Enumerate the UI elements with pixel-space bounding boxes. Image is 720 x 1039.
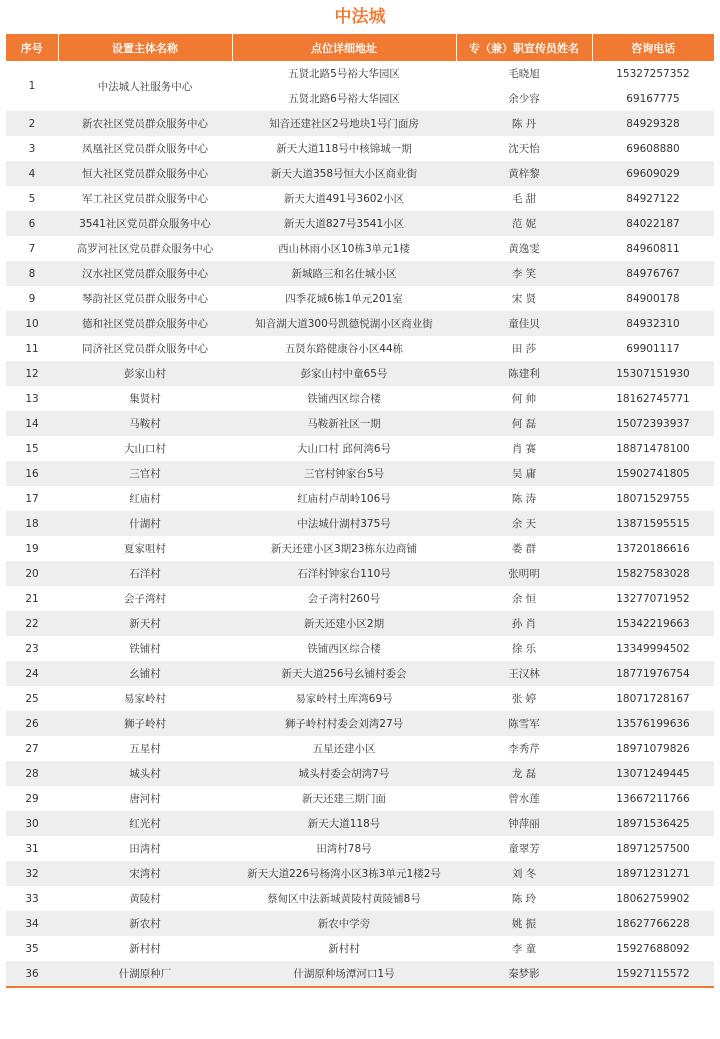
table-row <box>6 211 714 236</box>
table-row <box>6 886 714 911</box>
cell-no: 23 <box>25 642 39 655</box>
cell-person: 童佳贝 <box>456 311 592 336</box>
table-row <box>6 536 714 561</box>
cell-name: 什湖原种厂 <box>58 961 232 986</box>
cell-person: 范 妮 <box>456 211 592 236</box>
cell-phone: 18627766228 <box>592 911 714 936</box>
cell-person: 张 婷 <box>511 693 537 705</box>
cell-phone: 18871478100 <box>616 442 690 455</box>
cell-person: 毛晓旭 <box>508 68 540 80</box>
cell-phone: 15827583028 <box>592 561 714 586</box>
cell-no: 8 <box>6 261 58 286</box>
cell-address: 新天大道256号幺铺村委会 <box>232 661 456 686</box>
cell-no: 9 <box>28 292 36 305</box>
cell-phone: 18971536425 <box>592 811 714 836</box>
table-row <box>6 411 714 436</box>
cell-no: 33 <box>25 892 39 905</box>
cell-name: 新天村 <box>58 611 232 636</box>
table-row <box>6 711 714 736</box>
cell-name: 红庙村 <box>129 493 161 505</box>
table-row <box>6 111 714 136</box>
cell-name: 汉水社区党员群众服务中心 <box>58 261 232 286</box>
cell-person: 钟萍丽 <box>456 811 592 836</box>
table-row <box>6 61 714 86</box>
table-row <box>6 936 714 961</box>
cell-address: 田湾村78号 <box>316 843 372 855</box>
cell-address: 新天大道226号杨湾小区3栋3单元1楼2号 <box>232 861 456 886</box>
cell-person: 黄逸雯 <box>508 243 540 255</box>
cell-no: 35 <box>25 942 39 955</box>
cell-person: 黄梓黎 <box>456 161 592 186</box>
cell-phone: 18071728167 <box>616 692 690 705</box>
cell-person: 童翠芳 <box>508 843 540 855</box>
table-row <box>6 186 714 211</box>
cell-person: 李 笑 <box>456 261 592 286</box>
cell-no: 14 <box>6 411 58 436</box>
cell-phone: 18062759902 <box>616 892 690 905</box>
cell-no: 17 <box>25 492 39 505</box>
cell-address: 什湖原种场潭河口1号 <box>232 961 456 986</box>
service-points-table <box>6 34 714 986</box>
cell-no: 28 <box>6 761 58 786</box>
cell-address: 三官村钟家台5号 <box>232 461 456 486</box>
table-header-row <box>6 34 714 61</box>
cell-person: 余 天 <box>456 511 592 536</box>
cell-address: 石洋村钟家台110号 <box>232 561 456 586</box>
cell-no: 36 <box>6 961 58 986</box>
cell-phone: 84900178 <box>626 292 680 305</box>
cell-address: 新天还建小区3期23栋东边商铺 <box>270 543 418 555</box>
table-row <box>6 261 714 286</box>
cell-person: 张明明 <box>456 561 592 586</box>
cell-phone: 84976767 <box>592 261 714 286</box>
cell-name: 夏家咀村 <box>124 543 166 555</box>
cell-address: 蔡甸区中法新城黄陵村黄陵铺8号 <box>267 893 421 905</box>
cell-phone: 69901117 <box>626 342 680 355</box>
cell-phone: 18971257500 <box>616 842 690 855</box>
cell-no: 11 <box>25 342 39 355</box>
cell-name: 城头村 <box>58 761 232 786</box>
cell-address: 铁铺西区综合楼 <box>307 393 381 405</box>
cell-address: 新城路三和名仕城小区 <box>232 261 456 286</box>
cell-name: 大山口村 <box>124 443 166 455</box>
cell-name: 马鞍村 <box>58 411 232 436</box>
cell-no: 3 <box>28 142 36 155</box>
cell-address: 会子湾村260号 <box>307 593 381 605</box>
header-no: 序号 <box>6 34 58 61</box>
table-row <box>6 661 714 686</box>
cell-phone: 13277071952 <box>616 592 690 605</box>
cell-no: 7 <box>28 242 36 255</box>
cell-no: 2 <box>6 111 58 136</box>
cell-phone: 13667211766 <box>616 792 690 805</box>
cell-phone: 13071249445 <box>592 761 714 786</box>
table-row <box>6 486 714 511</box>
cell-person: 陈 涛 <box>511 493 537 505</box>
cell-phone: 69167775 <box>626 92 680 105</box>
cell-name: 五星村 <box>129 743 161 755</box>
cell-name: 会子湾村 <box>124 593 166 605</box>
cell-address: 彭家山村中童65号 <box>232 361 456 386</box>
header-person: 专（兼）职宣传员姓名 <box>456 34 592 61</box>
table-row <box>6 161 714 186</box>
cell-person: 肖 赛 <box>511 443 537 455</box>
cell-phone: 15927688092 <box>616 942 690 955</box>
cell-name: 田湾村 <box>129 843 161 855</box>
cell-address: 新天还建三期门面 <box>302 793 386 805</box>
cell-name: 三官村 <box>58 461 232 486</box>
cell-person: 李秀芹 <box>508 743 540 755</box>
cell-no: 4 <box>6 161 58 186</box>
cell-name: 新村村 <box>129 943 161 955</box>
table-row <box>6 311 714 336</box>
cell-person: 余少容 <box>508 93 540 105</box>
cell-address: 新村村 <box>328 943 360 955</box>
cell-person: 何 帅 <box>511 393 537 405</box>
cell-phone: 15307151930 <box>592 361 714 386</box>
header-name: 设置主体名称 <box>58 34 232 61</box>
cell-name: 集贤村 <box>129 393 161 405</box>
cell-address: 新天大道118号 <box>232 811 456 836</box>
table-row <box>6 286 714 311</box>
cell-address: 马鞍新社区一期 <box>232 411 456 436</box>
cell-address: 新农中学旁 <box>232 911 456 936</box>
cell-person: 秦梦影 <box>456 961 592 986</box>
cell-name: 中法城人社服务中心 <box>97 80 193 93</box>
cell-phone: 13720186616 <box>616 542 690 555</box>
cell-name: 琴韵社区党员群众服务中心 <box>82 293 208 305</box>
table-row <box>6 611 714 636</box>
cell-no: 30 <box>6 811 58 836</box>
cell-address: 红庙村卢胡岭106号 <box>297 493 391 505</box>
cell-phone: 18162745771 <box>616 392 690 405</box>
cell-person: 陈 玲 <box>511 893 537 905</box>
cell-address: 五星还建小区 <box>312 743 376 755</box>
cell-name: 易家岭村 <box>124 693 166 705</box>
cell-address: 新天大道491号3602小区 <box>283 193 405 205</box>
cell-person: 龙 磊 <box>456 761 592 786</box>
page-title: 中法城 <box>334 7 386 27</box>
cell-phone: 84927122 <box>626 192 680 205</box>
cell-no: 31 <box>25 842 39 855</box>
cell-phone: 15327257352 <box>616 67 690 80</box>
header-phone: 咨询电话 <box>592 34 714 61</box>
table-row <box>6 786 714 811</box>
table-row <box>6 561 714 586</box>
cell-address: 知音湖大道300号凯德悦湖小区商业街 <box>232 311 456 336</box>
cell-no: 18 <box>6 511 58 536</box>
cell-no: 26 <box>6 711 58 736</box>
cell-address: 四季花城6栋1单元201室 <box>285 293 403 305</box>
table-row <box>6 686 714 711</box>
table-row <box>6 336 714 361</box>
table-row <box>6 961 714 986</box>
header-address: 点位详细地址 <box>232 34 456 61</box>
cell-phone: 84932310 <box>592 311 714 336</box>
cell-phone: 69608880 <box>626 142 680 155</box>
cell-phone: 84960811 <box>626 242 680 255</box>
table-row <box>6 511 714 536</box>
cell-no: 19 <box>25 542 39 555</box>
cell-name: 彭家山村 <box>58 361 232 386</box>
cell-address: 铁铺西区综合楼 <box>307 643 381 655</box>
cell-name: 铁铺村 <box>129 643 161 655</box>
cell-no: 16 <box>6 461 58 486</box>
cell-phone: 13349994502 <box>616 642 690 655</box>
cell-name: 黄陵村 <box>129 893 161 905</box>
cell-person: 毛 甜 <box>511 193 537 205</box>
table-row <box>6 236 714 261</box>
cell-person: 王汉林 <box>456 661 592 686</box>
cell-name: 德和社区党员群众服务中心 <box>58 311 232 336</box>
cell-phone: 18771976754 <box>592 661 714 686</box>
cell-name: 红光村 <box>58 811 232 836</box>
cell-person: 余 恒 <box>511 593 537 605</box>
cell-phone: 69609029 <box>592 161 714 186</box>
cell-phone: 84929328 <box>592 111 714 136</box>
cell-no: 5 <box>28 192 36 205</box>
table-row <box>6 436 714 461</box>
cell-phone: 15342219663 <box>592 611 714 636</box>
cell-person: 刘 冬 <box>456 861 592 886</box>
cell-person: 沈天怡 <box>508 143 540 155</box>
cell-person: 何 磊 <box>456 411 592 436</box>
cell-address: 新天大道358号恒大小区商业街 <box>232 161 456 186</box>
table-row <box>6 761 714 786</box>
cell-person: 娄 群 <box>511 543 537 555</box>
cell-address: 新天大道827号3541小区 <box>232 211 456 236</box>
cell-no: 34 <box>6 911 58 936</box>
cell-phone: 13576199636 <box>592 711 714 736</box>
cell-no: 29 <box>25 792 39 805</box>
cell-no: 6 <box>6 211 58 236</box>
cell-name: 唐河村 <box>129 793 161 805</box>
cell-person: 曾水莲 <box>508 793 540 805</box>
cell-address: 城头村委会胡湾7号 <box>232 761 456 786</box>
table-row <box>6 811 714 836</box>
cell-address: 狮子岭村村委会刘湾27号 <box>232 711 456 736</box>
cell-no: 12 <box>6 361 58 386</box>
table-row <box>6 836 714 861</box>
cell-name: 新农村 <box>58 911 232 936</box>
cell-phone: 15902741805 <box>592 461 714 486</box>
cell-name: 石洋村 <box>58 561 232 586</box>
cell-name: 凤凰社区党员群众服务中心 <box>82 143 208 155</box>
cell-phone: 18971079826 <box>616 742 690 755</box>
table-row <box>6 386 714 411</box>
cell-name: 什湖村 <box>58 511 232 536</box>
cell-person: 李 童 <box>511 943 537 955</box>
cell-name: 3541社区党员群众服务中心 <box>58 211 232 236</box>
cell-person: 田 莎 <box>511 343 537 355</box>
cell-phone: 84022187 <box>592 211 714 236</box>
cell-no: 1 <box>28 80 36 92</box>
table-row <box>6 911 714 936</box>
cell-no: 27 <box>25 742 39 755</box>
bottom-rule <box>6 986 714 988</box>
cell-address: 五贤东路健康谷小区44栋 <box>284 343 404 355</box>
table-row <box>6 736 714 761</box>
cell-address: 新天大道118号中核锦城一期 <box>276 143 412 155</box>
cell-person: 陈雪军 <box>456 711 592 736</box>
cell-no: 22 <box>6 611 58 636</box>
cell-phone: 18971231271 <box>592 861 714 886</box>
cell-person: 陈建利 <box>456 361 592 386</box>
cell-person: 吴 庸 <box>456 461 592 486</box>
cell-address: 中法城什湖村375号 <box>232 511 456 536</box>
table-row <box>6 461 714 486</box>
cell-no: 13 <box>25 392 39 405</box>
cell-address: 西山林雨小区10栋3单元1楼 <box>278 243 410 255</box>
cell-name: 宋湾村 <box>58 861 232 886</box>
cell-no: 15 <box>25 442 39 455</box>
cell-address: 新天还建小区2期 <box>232 611 456 636</box>
cell-phone: 15072393937 <box>592 411 714 436</box>
cell-person: 姚 振 <box>456 911 592 936</box>
cell-person: 孙 肖 <box>456 611 592 636</box>
table-row <box>6 636 714 661</box>
cell-name: 恒大社区党员群众服务中心 <box>58 161 232 186</box>
cell-person: 宋 贤 <box>511 293 537 305</box>
cell-address: 大山口村 邱何湾6号 <box>296 443 392 455</box>
table-row <box>6 861 714 886</box>
cell-name: 狮子岭村 <box>58 711 232 736</box>
cell-name: 军工社区党员群众服务中心 <box>82 193 208 205</box>
cell-name: 幺铺村 <box>58 661 232 686</box>
cell-name: 同济社区党员群众服务中心 <box>82 343 208 355</box>
cell-person: 徐 乐 <box>511 643 537 655</box>
table-row <box>6 136 714 161</box>
cell-phone: 18071529755 <box>616 492 690 505</box>
cell-no: 21 <box>25 592 39 605</box>
cell-no: 32 <box>6 861 58 886</box>
table-row <box>6 586 714 611</box>
cell-no: 25 <box>25 692 39 705</box>
cell-address: 知音还建社区2号地块1号门面房 <box>232 111 456 136</box>
cell-no: 24 <box>6 661 58 686</box>
cell-name: 高罗河社区党员群众服务中心 <box>76 243 214 255</box>
cell-phone: 15927115572 <box>592 961 714 986</box>
cell-no: 20 <box>6 561 58 586</box>
cell-no: 10 <box>6 311 58 336</box>
cell-address: 五贤北路5号裕大华园区 <box>288 68 400 80</box>
cell-address: 易家岭村土库湾69号 <box>295 693 393 705</box>
cell-address: 五贤北路6号裕大华园区 <box>288 93 400 105</box>
cell-phone: 13871595515 <box>592 511 714 536</box>
cell-name: 新农社区党员群众服务中心 <box>58 111 232 136</box>
table-row <box>6 361 714 386</box>
cell-person: 陈 丹 <box>456 111 592 136</box>
